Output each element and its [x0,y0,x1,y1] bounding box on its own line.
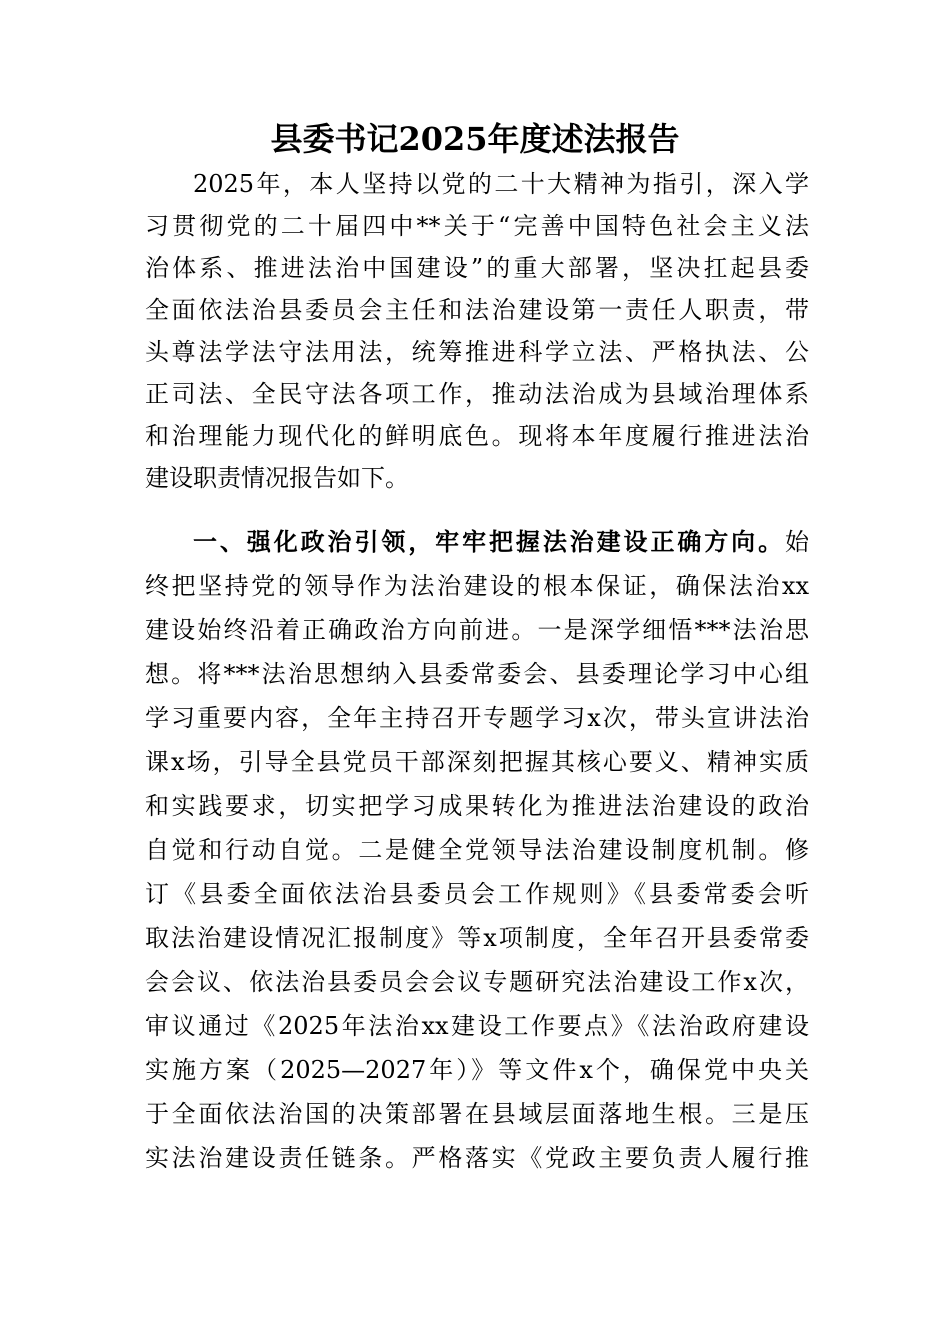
text-line: 取法治建设情况汇报制度》等x项制度，全年召开县委常委 [145,924,809,952]
text-line: 实施方案（2025—2027年）》等文件x个，确保党中央关 [145,1056,809,1084]
section-1-heading: 一、强化政治引领，牢牢把握法治建设正确方向。 [193,528,785,556]
text-line: 会会议、依法治县委员会会议专题研究法治建设工作x次， [145,968,809,996]
section-heading-line [193,522,809,562]
text-line: 学习重要内容，全年主持召开专题学习x次，带头宣讲法治 [145,704,809,732]
text-line: 全面依法治县委员会主任和法治建设第一责任人职责，带 [145,296,809,324]
text-line: 建设职责情况报告如下。 [145,464,409,492]
text-line: 实法治建设责任链条。严格落实《党政主要负责人履行推 [145,1144,809,1172]
text-line: 和治理能力现代化的鲜明底色。现将本年度履行推进法治 [145,422,809,450]
text-line: 审议通过《2025年法治xx建设工作要点》《法治政府建设 [145,1012,809,1040]
text-line: 想。将***法治思想纳入县委常委会、县委理论学习中心组 [145,660,809,688]
text-line: 终把坚持党的领导作为法治建设的根本保证，确保法治xx [145,572,809,600]
section-1-heading-tail: 始 [785,528,809,556]
text-line: 和实践要求，切实把学习成果转化为推进法治建设的政治 [145,792,809,820]
text-line: 订《县委全面依法治县委员会工作规则》《县委常委会听 [145,880,809,908]
document-title: 县委书记2025年度述法报告 [270,120,680,158]
text-line: 正司法、全民守法各项工作，推动法治成为县域治理体系 [145,380,809,408]
text-line: 于全面依法治国的决策部署在县域层面落地生根。三是压 [145,1100,809,1128]
text-line: 课x场，引导全县党员干部深刻把握其核心要义、精神实质 [145,748,809,776]
text-line: 头尊法学法守法用法，统筹推进科学立法、严格执法、公 [145,338,809,366]
text-line: 习贯彻党的二十届四中**关于“完善中国特色社会主义法 [145,212,809,240]
text-line: 治体系、推进法治中国建设”的重大部署，坚决扛起县委 [145,254,809,282]
text-line: 自觉和行动自觉。二是健全党领导法治建设制度机制。修 [145,836,809,864]
text-line: 2025年，本人坚持以党的二十大精神为指引，深入学 [193,170,809,198]
text-line: 建设始终沿着正确政治方向前进。一是深学细悟***法治思 [145,616,809,644]
